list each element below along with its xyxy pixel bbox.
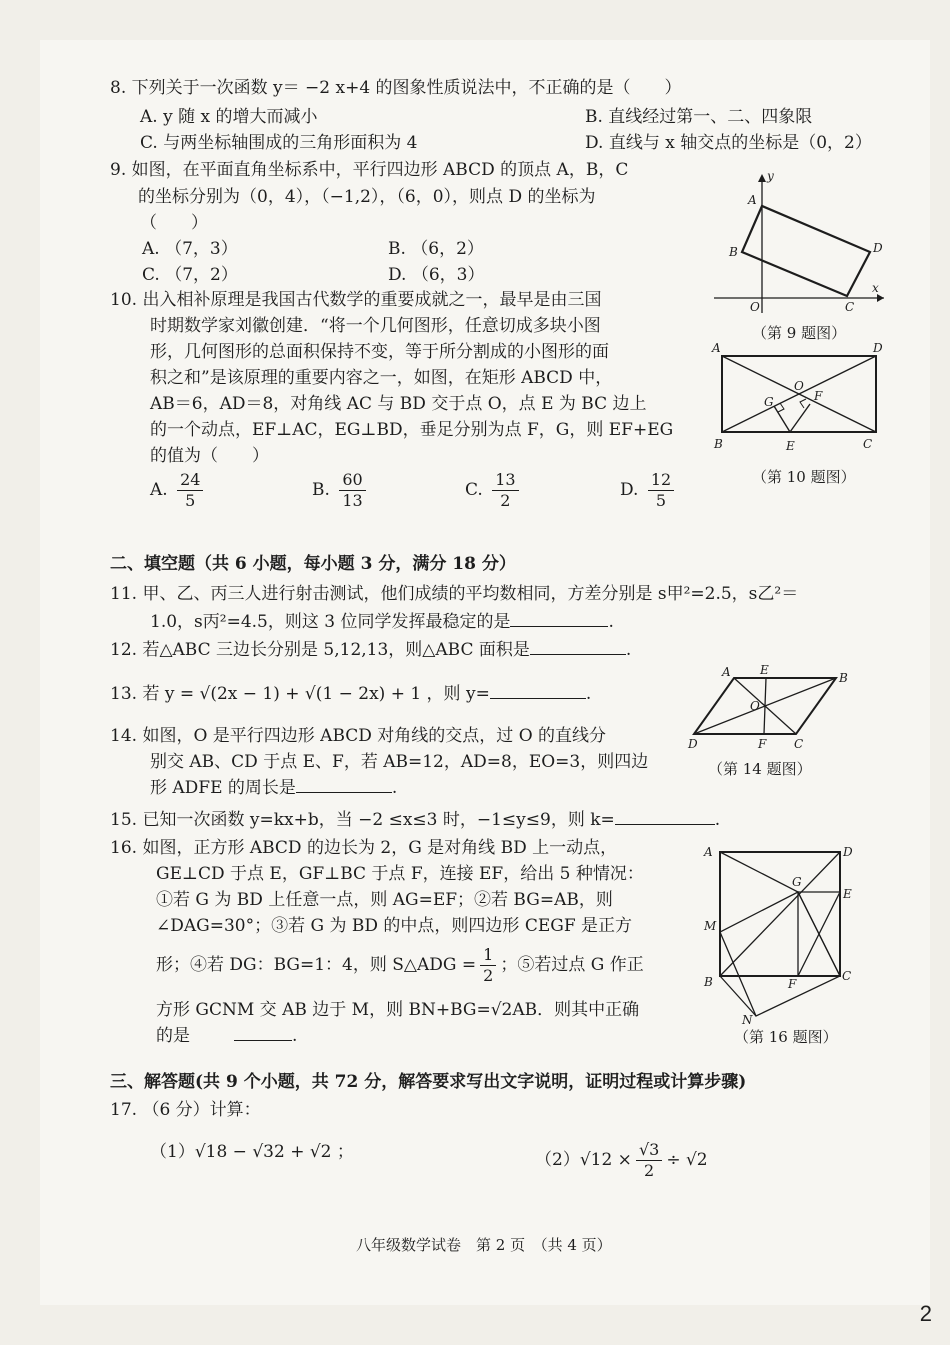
q16-line5: 形；④若 DG：BG=1：4，则 S△ADG = $\frac{1}{2}$ ；⑤若过点 G 作正 bbox=[156, 945, 644, 985]
q16-label-n: N bbox=[742, 1013, 753, 1025]
q16-segment-bn bbox=[720, 976, 756, 1016]
q11-line2: 1.0，s丙²=4.5，则这 3 位同学发挥最稳定的是 . bbox=[150, 612, 614, 632]
q10-segment-ef bbox=[790, 404, 810, 432]
q9-figure bbox=[712, 168, 892, 318]
q9-option-a: A. （7，3） bbox=[142, 239, 238, 259]
q9-label-o: O bbox=[750, 300, 760, 314]
q9-label-y: y bbox=[767, 169, 774, 183]
q16-line1: 16. 如图，正方形 ABCD 的边长为 2，G 是对角线 BD 上一动点， bbox=[110, 838, 618, 858]
q16-label-m: M bbox=[704, 919, 717, 933]
q14-label-d: D bbox=[688, 737, 698, 751]
q16-label-f: F bbox=[788, 977, 797, 991]
q14-line3: 形 ADFE 的周长是 . bbox=[150, 778, 398, 798]
q10-label-d: D bbox=[873, 341, 883, 355]
q10-label-g: G bbox=[764, 395, 774, 409]
q9-line3: （ ） bbox=[140, 213, 208, 233]
q14-line1: 14. 如图，O 是平行四边形 ABCD 对角线的交点，过 O 的直线分 bbox=[110, 726, 607, 746]
q17-part1: （1）√18 − √32 + √2 ； bbox=[150, 1142, 354, 1162]
q14-figure bbox=[686, 660, 864, 752]
q10-line4: 积之和”是该原理的重要内容之一，如图，在矩形 ABCD 中， bbox=[150, 368, 613, 388]
q16-label-e: E bbox=[843, 887, 852, 901]
q11-answer-blank[interactable] bbox=[510, 626, 608, 627]
q17-title: 17. （6 分）计算： bbox=[110, 1100, 261, 1120]
q10-label-e: E bbox=[786, 439, 795, 453]
q10-line1: 10. 出入相补原理是我国古代数学的重要成就之一，最早是由三国 bbox=[110, 290, 602, 310]
q16-label-g: G bbox=[792, 875, 802, 889]
q9-label-b: B bbox=[729, 245, 738, 259]
q14-line2: 别交 AB、CD 于点 E、F，若 AB=12，AD=8，EO=3，则四边 bbox=[150, 752, 649, 772]
q14-label-e: E bbox=[760, 663, 769, 677]
q9-caption: （第 9 题图） bbox=[752, 324, 847, 342]
q14-caption: （第 14 题图） bbox=[708, 760, 812, 778]
q10-label-b: B bbox=[714, 437, 723, 451]
q9-y-arrow-icon bbox=[758, 174, 766, 182]
q9-option-c: C. （7，2） bbox=[142, 265, 238, 285]
section-2-heading: 二、填空题（共 6 小题，每小题 3 分，满分 18 分） bbox=[110, 554, 516, 574]
q16-line2: GE⊥CD 于点 E，GF⊥BC 于点 F，连接 EF，给出 5 种情况： bbox=[156, 864, 644, 884]
q17-fraction: $\frac{√3}{2}$ bbox=[636, 1140, 662, 1181]
q9-x-arrow-icon bbox=[877, 294, 884, 302]
q12-line: 12. 若△ABC 三边长分别是 5,12,13，则△ABC 面积是 . bbox=[110, 640, 632, 660]
q12-answer-blank[interactable] bbox=[530, 654, 626, 655]
q14-label-o: O bbox=[750, 699, 760, 713]
q10-label-f: F bbox=[814, 389, 823, 403]
q10-caption: （第 10 题图） bbox=[752, 468, 856, 486]
q10-option-c-fraction: $\frac{13}{2}$ bbox=[492, 470, 518, 511]
q10-line2: 时期数学家刘徽创建．“将一个几何图形，任意切成多块小图 bbox=[150, 316, 601, 336]
q8-stem: 8. 下列关于一次函数 y＝ −2 x+4 的图象性质说法中，不正确的是（ ） bbox=[110, 78, 682, 98]
q16-caption: （第 16 题图） bbox=[734, 1028, 838, 1046]
q8-option-d: D. 直线与 x 轴交点的坐标是（0，2） bbox=[585, 133, 872, 153]
q8-option-a: A. y 随 x 的增大而减小 bbox=[140, 107, 318, 127]
q15-line: 15. 已知一次函数 y=kx+b，当 −2 ≤x≤3 时，−1≤y≤9，则 k= . bbox=[110, 810, 721, 830]
q16-line6: 方形 GCNM 交 AB 边于 M，则 BN+BG=√2AB．则其中正确 bbox=[156, 1000, 640, 1020]
q16-answer-blank[interactable] bbox=[234, 1040, 292, 1041]
q10-line7: 的值为（ ） bbox=[150, 446, 269, 466]
q16-label-c: C bbox=[842, 969, 852, 983]
q9-line2: 的坐标分别为（0，4），（−1,2），（6，0），则点 D 的坐标为 bbox=[138, 187, 596, 207]
q9-line1: 9. 如图，在平面直角坐标系中，平行四边形 ABCD 的顶点 A，B，C bbox=[110, 160, 629, 180]
q9-label-c: C bbox=[845, 300, 855, 314]
q14-label-c: C bbox=[794, 737, 804, 751]
q10-line5: AB＝6，AD＝8，对角线 AC 与 BD 交于点 O，点 E 为 BC 边上 bbox=[150, 394, 647, 414]
q10-right-angle-f bbox=[800, 399, 806, 408]
page-footer: 八年级数学试卷 第 2 页 （共 4 页） bbox=[356, 1236, 612, 1254]
q16-diagonal-bd bbox=[720, 852, 840, 976]
q8-option-b: B. 直线经过第一、二、四象限 bbox=[585, 107, 813, 127]
q17-part2: （2）√12 × $\frac{√3}{2}$ ÷ √2 bbox=[535, 1140, 708, 1180]
q13-line: 13. 若 y = √(2x − 1) + √(1 − 2x) + 1 ，则 y= . bbox=[110, 684, 592, 704]
q16-label-d: D bbox=[843, 845, 853, 859]
q9-label-d: D bbox=[873, 241, 883, 255]
q10-figure bbox=[710, 338, 890, 458]
q16-line7: 的是 . bbox=[156, 1026, 298, 1046]
q14-label-b: B bbox=[839, 671, 848, 685]
q9-option-d: D. （6，3） bbox=[388, 265, 485, 285]
page-number: 2 bbox=[919, 1301, 932, 1326]
q16-square-gcnm bbox=[720, 892, 840, 1016]
q9-parallelogram bbox=[742, 206, 870, 296]
q16-segment-ag bbox=[720, 852, 798, 892]
q16-figure bbox=[698, 840, 858, 1025]
q16-line3: ①若 G 为 BD 上任意一点，则 AG=EF；②若 BG=AB，则 bbox=[156, 890, 613, 910]
q10-option-a: A. $\frac{24}{5}$ bbox=[150, 470, 207, 511]
q10-option-a-fraction: $\frac{24}{5}$ bbox=[177, 470, 203, 511]
q10-option-d: D. $\frac{12}{5}$ bbox=[620, 470, 678, 511]
q10-label-a: A bbox=[712, 341, 721, 355]
q9-label-x: x bbox=[872, 281, 879, 295]
q10-option-b-fraction: $\frac{60}{13}$ bbox=[339, 470, 365, 511]
q10-option-b: B. $\frac{60}{13}$ bbox=[312, 470, 370, 511]
q8-option-c: C. 与两坐标轴围成的三角形面积为 4 bbox=[140, 133, 418, 153]
q13-answer-blank[interactable] bbox=[490, 698, 586, 699]
q14-label-f: F bbox=[758, 737, 767, 751]
q16-label-a: A bbox=[704, 845, 713, 859]
section-3-heading: 三、解答题(共 9 个小题，共 72 分，解答要求写出文字说明，证明过程或计算步骤) bbox=[110, 1072, 747, 1092]
q10-option-c: C. $\frac{13}{2}$ bbox=[465, 470, 523, 511]
q14-answer-blank[interactable] bbox=[296, 792, 392, 793]
q16-line4: ∠DAG=30°；③若 G 为 BD 的中点，则四边形 CEGF 是正方 bbox=[156, 916, 633, 936]
q9-option-b: B. （6，2） bbox=[388, 239, 484, 259]
q10-line3: 形，几何图形的总面积保持不变，等于所分割成的小图形的面 bbox=[150, 342, 609, 362]
q10-line6: 的一个动点，EF⊥AC，EG⊥BD，垂足分别为点 F，G，则 EF+EG bbox=[150, 420, 674, 440]
q16-label-b: B bbox=[704, 975, 713, 989]
q16-fraction: $\frac{1}{2}$ bbox=[480, 945, 496, 986]
q10-label-c: C bbox=[863, 437, 873, 451]
q10-option-d-fraction: $\frac{12}{5}$ bbox=[648, 470, 674, 511]
q15-answer-blank[interactable] bbox=[615, 824, 715, 825]
q11-line1: 11. 甲、乙、丙三人进行射击测试，他们成绩的平均数相同，方差分别是 s甲²=2.5，s乙²＝ bbox=[110, 584, 799, 604]
q9-label-a: A bbox=[748, 193, 757, 207]
q10-label-o: O bbox=[794, 379, 804, 393]
q14-label-a: A bbox=[722, 665, 731, 679]
